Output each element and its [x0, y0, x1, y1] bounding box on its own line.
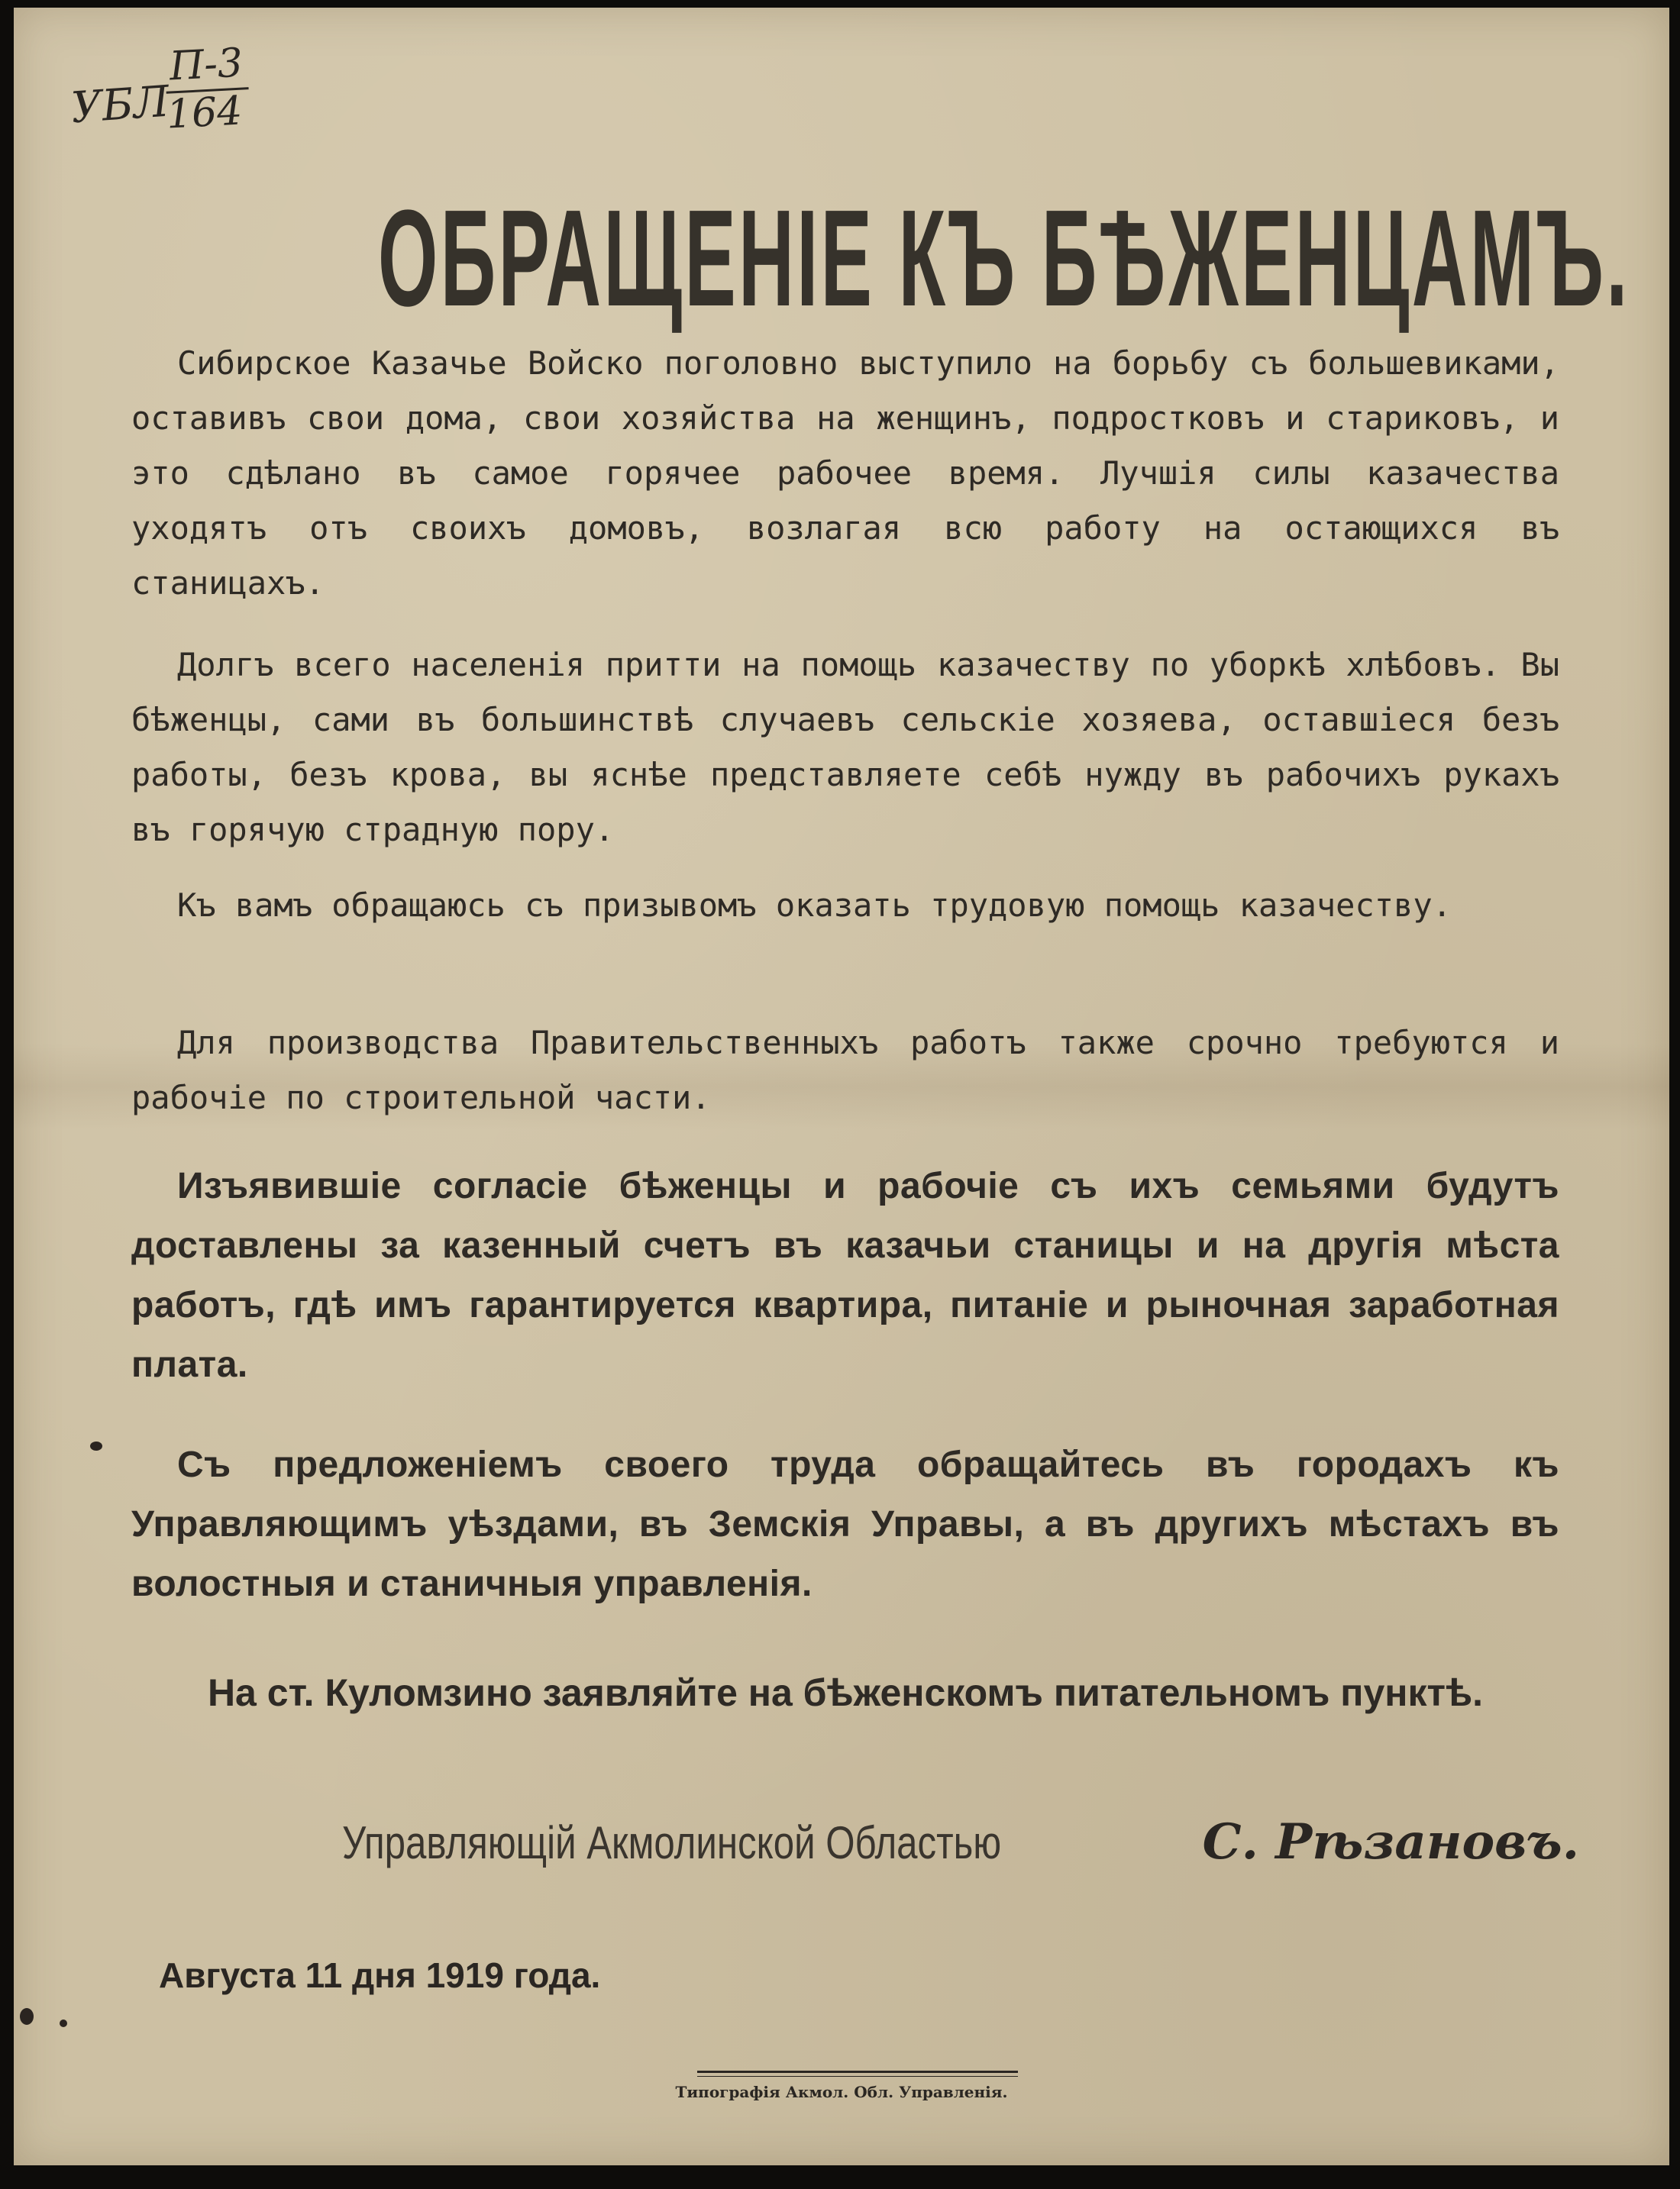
ink-stain [90, 1442, 102, 1451]
poster-sheet [14, 8, 1669, 2165]
archive-mark-fraction-top: П-3 [163, 40, 248, 94]
station-notice: На ст. Куломзино заявляйте на бѣженскомъ питательномъ пунктѣ. [207, 1671, 1484, 1714]
signature-name: С. Рѣзановъ. [1202, 1813, 1579, 1871]
printer-imprint: Типографія Акмол. Обл. Управленія. [675, 2083, 1008, 2101]
signature-block [342, 1813, 1579, 1871]
signature-position: Управляющій Акмолинской Областью [342, 1817, 1002, 1868]
ink-stain [20, 2008, 34, 2025]
paragraph-where-to-apply: Съ предложеніемъ своего труда обращайтесь въ городахъ къ Управляющимъ уѣздами, въ Земскія Управы, а въ другихъ мѣстахъ въ волостныя и станичныя управленія. [131, 1445, 1559, 1604]
archive-mark-fraction-bottom: 164 [165, 88, 244, 138]
paragraph-appeal: Къ вамъ обращаюсь съ призывомъ оказать трудовую помощь казачеству. [177, 886, 1452, 924]
paragraph-cossack-army: Сибирское Казачье Войско поголовно выступило на борьбу съ большевиками, оставивъ свои дома, свои хозяйства на женщинъ, подростковъ и стариковъ, и это сдѣлано въ самое горячее рабочее время. Лучшія силы казачества уходятъ отъ своихъ домовъ, возлагая всю работу на остающихся въ станицахъ. [131, 344, 1559, 602]
ink-stain [60, 2019, 67, 2027]
imprint-divider [697, 2071, 1018, 2077]
paragraph-transport-guarantee: Изъявившіе согласіе бѣженцы и рабочіе съ ихъ семьями будутъ доставлены за казенный счетъ въ казачьи станицы и на другія мѣста работъ, гдѣ имъ гарантируется квартира, питаніе и рыночная заработная плата. [131, 1166, 1559, 1385]
archive-mark-left: УБЛ [69, 76, 171, 134]
paragraph-duty-harvest: Долгъ всего населенія притти на помощь казачеству по уборкѣ хлѣбовъ. Вы бѣженцы, сами въ большинствѣ случаевъ сельскіе хозяева, оставшіеся безъ работы, безъ крова, вы яснѣе представляете себѣ нужду въ рабочихъ рукахъ въ горячую страдную пору. [131, 646, 1559, 848]
issue-date: Августа 11 дня 1919 года. [159, 1955, 601, 1995]
paragraph-government-works: Для производства Правительственныхъ работъ также срочно требуются и рабочіе по строительной части. [131, 1024, 1559, 1116]
poster-title: ОБРАЩЕНІЕ КЪ БѢЖЕНЦАМЪ. [377, 181, 1630, 335]
